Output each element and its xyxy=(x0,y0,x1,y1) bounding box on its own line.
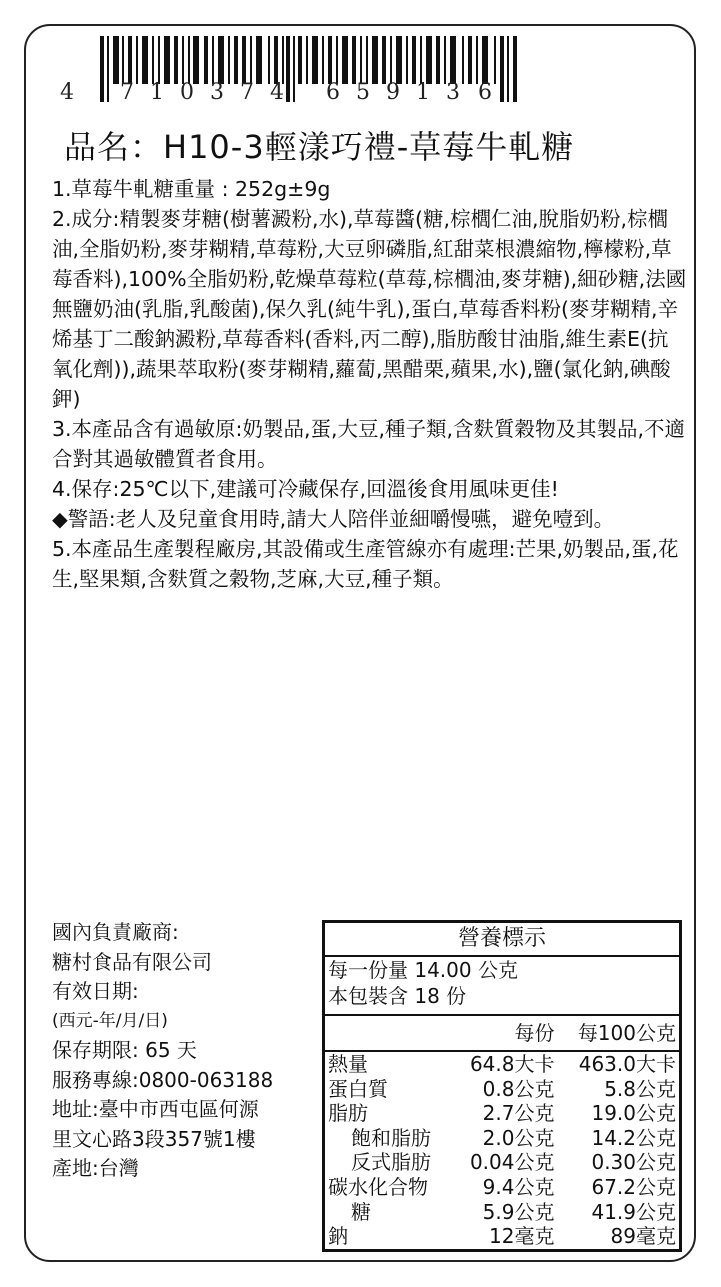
barcode-digit: 5 xyxy=(356,80,370,105)
origin: 產地:台灣 xyxy=(52,1156,139,1180)
barcode-digit: 7 xyxy=(120,80,134,105)
manufacturer-info xyxy=(52,918,322,1184)
nutrient-name: 糖 xyxy=(351,1199,371,1224)
nutrition-row xyxy=(324,1077,681,1102)
barcode-digit: 0 xyxy=(180,80,194,105)
allergen-line: 3.本產品含有過敏原:奶製品,蛋,大豆,種子類,含麩質穀物及其製品,不適合對其過敏體質者食用。 xyxy=(52,417,686,471)
ingredients-line: 2.成分:精製麥芽糖(樹薯澱粉,水),草莓醬(糖,棕櫚仁油,脫脂奶粉,棕櫚油,全脂奶粉,麥芽糊精,草莓粉,大豆卵磷脂,紅甜菜根濃縮物,檸檬粉,草莓香料),100%全脂奶粉,乾燥草莓粒(草莓,棕櫚油,麥芽糖),細砂糖,法國無鹽奶油(乳脂,乳酸菌),保久乳(純牛乳),蛋白,草莓香料粉(麥芽糊精,辛烯基丁二酸鈉澱粉,草莓香料(香料,丙二醇),脂肪酸甘油脂,維生素E(抗氧化劑)),蔬果萃取粉(麥芽糊精,蘿蔔,黑醋栗,蘋果,水),鹽(氯化鈉,碘酸鉀) xyxy=(52,207,687,411)
facility-line: 5.本產品生產製程廠房,其設備或生產管線亦有處理:芒果,奶製品,蛋,花生,堅果類,含麩質之穀物,芝麻,大豆,種子類。 xyxy=(52,537,679,591)
nutrient-name: 飽和脂肪 xyxy=(351,1125,431,1150)
address-line-2: 里文心路3段357號1樓 xyxy=(52,1126,256,1151)
nutrient-name: 脂肪 xyxy=(328,1101,368,1126)
barcode-digit: 9 xyxy=(386,80,400,105)
barcode-digit: 4 xyxy=(270,80,284,105)
nutrition-table xyxy=(322,920,682,1252)
per-serving-value: 0.8公克 xyxy=(482,1076,555,1101)
manufacturer-label: 國內負責廠商: xyxy=(52,920,179,944)
expiry-label: 有效日期: xyxy=(52,979,139,1003)
per-100g-value: 463.0大卡 xyxy=(578,1052,676,1076)
header-per-100g: 每100公克 xyxy=(557,1015,680,1051)
servings-per-package: 本包裝含 18 份 xyxy=(324,983,681,1015)
nutrition-row xyxy=(324,1051,681,1077)
nutrition-row xyxy=(324,1101,681,1126)
nutrition-row xyxy=(324,1224,681,1250)
per-100g-value: 19.0公克 xyxy=(591,1101,676,1126)
nutrition-row xyxy=(324,1200,681,1225)
per-serving-value: 0.04公克 xyxy=(469,1150,555,1175)
service-hotline: 服務專線:0800-063188 xyxy=(52,1067,274,1092)
label-text xyxy=(52,174,688,594)
header-blank xyxy=(324,1015,453,1051)
shelf-life: 保存期限: 65 天 xyxy=(52,1038,197,1062)
barcode-digit: 3 xyxy=(446,80,460,105)
expiry-format: (西元-年/月/日) xyxy=(52,1010,168,1031)
barcode-digit: 1 xyxy=(150,80,164,105)
header-per-serving: 每份 xyxy=(452,1015,557,1051)
per-serving-value: 2.7公克 xyxy=(482,1101,555,1126)
per-serving-value: 2.0公克 xyxy=(482,1125,555,1150)
storage-line: 4.保存:25℃以下,建議可冷藏保存,回溫後食用風味更佳! xyxy=(52,477,559,501)
barcode-digit: 3 xyxy=(210,80,224,105)
per-100g-value: 5.8公克 xyxy=(604,1076,676,1101)
barcode-digit: 7 xyxy=(240,80,254,105)
weight-line: 1.草莓牛軋糖重量 : 252g±9g xyxy=(52,177,331,201)
per-serving-value: 9.4公克 xyxy=(482,1174,555,1199)
barcode-digit: 6 xyxy=(326,80,340,105)
manufacturer-name: 糖村食品有限公司 xyxy=(52,949,212,974)
address-line-1: 地址:臺中市西屯區何源 xyxy=(52,1097,259,1121)
barcode-digit: 1 xyxy=(416,80,430,105)
per-100g-value: 0.30公克 xyxy=(591,1150,676,1175)
product-title: 品名：H10-3輕漾巧禮-草莓牛軋糖 xyxy=(64,128,575,166)
serving-size: 每一份量 14.00 公克 xyxy=(328,958,518,982)
warning-line: ◆警語:老人及兒童食用時,請大人陪伴並細嚼慢嚥，避免噎到。 xyxy=(52,507,615,531)
per-serving-value: 12毫克 xyxy=(489,1224,555,1249)
barcode-digit: 4 xyxy=(60,80,74,105)
nutrient-name: 鈉 xyxy=(328,1224,348,1249)
nutrition-title: 營養標示 xyxy=(324,922,681,957)
per-serving-value: 5.9公克 xyxy=(482,1199,555,1224)
per-100g-value: 89毫克 xyxy=(610,1224,676,1249)
nutrient-name: 反式脂肪 xyxy=(351,1150,431,1175)
per-100g-value: 67.2公克 xyxy=(591,1174,676,1199)
per-100g-value: 41.9公克 xyxy=(591,1199,676,1224)
nutrition-row xyxy=(324,1175,681,1200)
per-serving-value: 64.8大卡 xyxy=(469,1052,555,1076)
barcode-digits xyxy=(58,80,518,110)
barcode-digit: 6 xyxy=(478,80,492,105)
per-100g-value: 14.2公克 xyxy=(591,1125,676,1150)
nutrition-row xyxy=(324,1126,681,1151)
nutrient-name: 熱量 xyxy=(328,1052,368,1076)
nutrient-name: 碳水化合物 xyxy=(328,1174,428,1199)
nutrition-row xyxy=(324,1150,681,1175)
nutrient-name: 蛋白質 xyxy=(328,1076,388,1101)
